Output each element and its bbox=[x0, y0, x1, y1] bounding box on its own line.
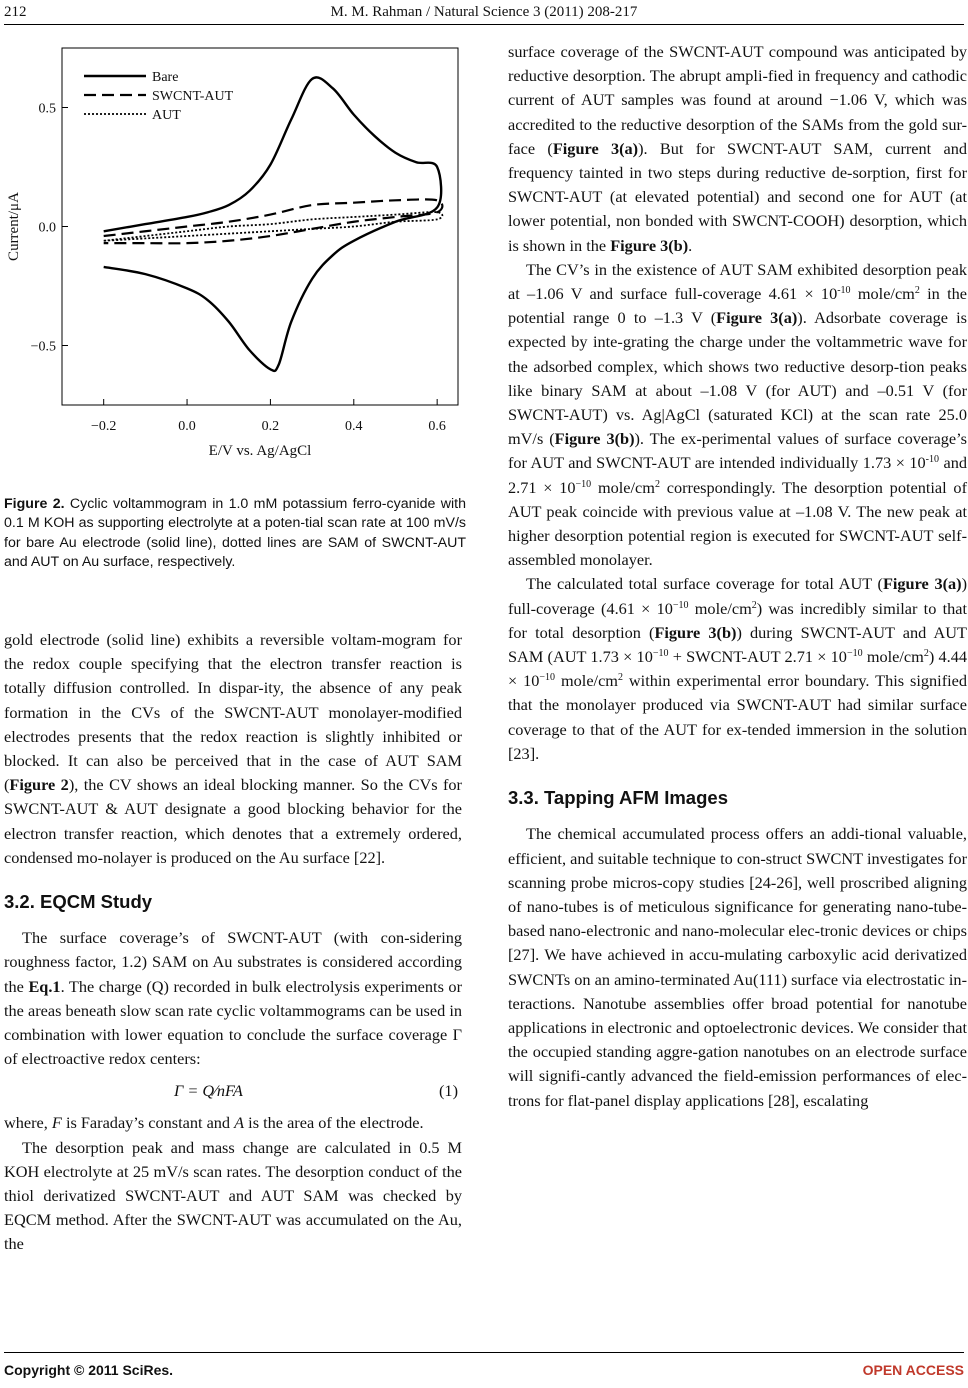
caption-label: Figure 2. bbox=[4, 496, 65, 512]
superscript: −10 bbox=[846, 648, 863, 660]
text-run: ) was incredibly similar to that for total desorption ( bbox=[508, 598, 967, 642]
paragraph bbox=[508, 258, 967, 573]
text-run: mole/cm bbox=[688, 598, 752, 618]
paragraph bbox=[4, 628, 462, 870]
header-rule bbox=[4, 24, 964, 25]
superscript: 2 bbox=[923, 648, 929, 660]
text-run: correspondingly. The desorption potential of AUT peak coincide with previous value at –1.08 V. The new peak at higher desorption potential region is executed for SWCNT-AUT self-assembled monolayer. bbox=[508, 477, 967, 570]
symbol: F bbox=[51, 1113, 62, 1133]
legend-label: AUT bbox=[152, 108, 181, 123]
x-tick-label: 0.2 bbox=[261, 419, 280, 434]
page-footer bbox=[4, 1362, 964, 1386]
text-run: ). The ex-perimental values of surface coverage’s for AUT and SWCNT-AUT are intended individually 1.73 × 10 bbox=[508, 429, 967, 473]
text-run: is Faraday’s constant and bbox=[61, 1113, 235, 1133]
superscript: 2 bbox=[654, 478, 660, 490]
y-tick-label: −0.5 bbox=[30, 339, 56, 355]
open-access-badge: OPEN ACCESS bbox=[862, 1362, 964, 1378]
figure-ref: Figure 3(b) bbox=[610, 235, 689, 255]
superscript: -10 bbox=[837, 285, 851, 297]
text-run: The CV’s in the existence of AUT SAM exhibited desorption peak at –1.06 V and surface full-coverage 4.61 × 10 bbox=[508, 259, 967, 304]
text-run: mole/cm bbox=[555, 671, 618, 691]
figure-2 bbox=[0, 30, 470, 490]
x-tick-label: 0.0 bbox=[178, 419, 196, 434]
paragraph: The desorption peak and mass change are calculated in 0.5 M KOH electrolyte at 25 mV/s scan rates. The desorption conduct of the thiol derivatized SWCNT-AUT and AUT SAM was checked by EQCM method. After the SWCNT-AUT was accumulated on the Au, the bbox=[4, 1137, 462, 1254]
superscript: 2 bbox=[617, 672, 623, 684]
superscript: 2 bbox=[914, 285, 920, 297]
superscript: −10 bbox=[652, 648, 669, 660]
equation-ref: Eq.1 bbox=[28, 976, 61, 996]
figure-ref: Figure 2 bbox=[9, 775, 69, 795]
text-run: . The charge (Q) recorded in bulk electrolysis experiments or the areas beneath slow scan rate cyclic voltammograms can be used in combination with lower equation to conclude the surface coverage Γ of electroactive redox centers: bbox=[4, 976, 462, 1069]
page-header bbox=[4, 4, 964, 26]
text-run: within experimental error boundary. This signified that the monolayer produced via SWCNT-AUT had similar surface coverage to that of the AUT for ex-tended immersion in the solution [23]. bbox=[508, 671, 968, 763]
superscript: −10 bbox=[672, 599, 689, 611]
text-run: . bbox=[688, 235, 693, 255]
cv-chart bbox=[0, 30, 470, 490]
text-run: surface coverage of the SWCNT-AUT compound was anticipated by reductive desorption. The abrupt ampli-fied in frequency and cathodic current of AUT samples was found at around −1.06 V, which was accredited to the reductive desorption of the SAMs from the gold sur-face ( bbox=[508, 42, 967, 158]
text-run: ). But for SWCNT-AUT SAM, current and frequency tainted in two steps during reductive de-sorption, first for SWCNT-AUT (at elevated potential) and second one for AUT (at lower potential, non bonded with SWCNT-COOH) desorption, which is shown in the bbox=[508, 138, 968, 255]
text-run: mole/cm bbox=[850, 284, 915, 304]
text-run: mole/cm bbox=[862, 647, 924, 667]
footer-rule bbox=[4, 1352, 964, 1353]
copyright: Copyright © 2011 SciRes. bbox=[4, 1362, 174, 1378]
section-heading-3-3: 3.3. Tapping AFM Images bbox=[508, 787, 728, 809]
text-run: The surface coverage’s of SWCNT-AUT (with con-sidering roughness factor, 1.2) SAM on Au substrates is considered according the bbox=[4, 928, 462, 996]
text-run: ) full-coverage (4.61 × 10 bbox=[508, 574, 967, 618]
y-tick-label: 0.0 bbox=[38, 220, 56, 236]
figure-ref: Figure 3(a) bbox=[552, 138, 639, 158]
figure-ref: Figure 3(a) bbox=[716, 308, 798, 328]
legend-label: SWCNT-AUT bbox=[152, 89, 234, 104]
text-run: mole/cm bbox=[591, 477, 655, 497]
text-run: The calculated total surface coverage for total AUT ( bbox=[526, 574, 883, 594]
superscript: −10 bbox=[575, 478, 592, 490]
text-run: ), the CV shows an ideal blocking manner. So the CVs for SWCNT-AUT & AUT designate a good blocking behavior for the electron transfer reaction, which denotes that a extremely ordered, condensed mo-nolayer is produced on the Au surface [22]. bbox=[4, 775, 462, 867]
page-number: 212 bbox=[4, 4, 27, 20]
superscript: 2 bbox=[751, 599, 757, 611]
y-axis-label: Current/μA bbox=[6, 192, 22, 261]
text-run: and 2.71 × 10 bbox=[508, 453, 967, 497]
symbol: A bbox=[234, 1113, 245, 1133]
section-heading-3-2: 3.2. EQCM Study bbox=[4, 891, 153, 913]
caption-text: Cyclic voltammogram in 1.0 mM potassium ferro-cyanide with 0.1 M KOH as supporting electrolyte at a poten-tial scan rate at 100 mV/s for bare Au electrode (solid line), dotted lines are SAM of SWCNT-AUT and AUT on Au surface, respectively. bbox=[4, 496, 466, 571]
legend-label: Bare bbox=[152, 70, 179, 85]
text-run: + SWCNT-AUT 2.71 × 10 bbox=[668, 647, 847, 667]
y-tick-label: 0.5 bbox=[38, 101, 56, 117]
figure-ref: Figure 3(b) bbox=[554, 429, 635, 449]
x-tick-label: 0.4 bbox=[345, 419, 363, 434]
text-run: ). Adsorbate coverage is expected by inte-grating the charge under the voltammetric wave for the adsorbed complex, which shows two reductive desorp-tion peaks like binary SAM at about –1.08 V (for AUT) and –0.51 V (for SWCNT-AUT) vs. Ag|AgCl (saturated KCl) at the scan rate 25.0 mV/s ( bbox=[508, 308, 967, 449]
equation-1 bbox=[4, 1075, 462, 1107]
text-run: ) 4.44 × 10 bbox=[508, 647, 967, 691]
paragraph bbox=[4, 1111, 462, 1135]
superscript: -10 bbox=[925, 454, 940, 466]
text-run: ) during SWCNT-AUT and AUT SAM (AUT 1.73 × 10 bbox=[508, 622, 967, 667]
paragraph bbox=[4, 926, 462, 1071]
text-run: in the potential range 0 to –1.3 V ( bbox=[508, 284, 968, 328]
text-run: is the area of the electrode. bbox=[244, 1113, 424, 1133]
x-tick-label: −0.2 bbox=[90, 419, 117, 434]
equation-expression: Γ = Q∕nFA bbox=[174, 1081, 243, 1101]
running-title: M. M. Rahman / Natural Science 3 (2011) 208-217 bbox=[330, 4, 638, 20]
superscript: −10 bbox=[539, 672, 556, 684]
figure-ref: Figure 3(a) bbox=[882, 574, 962, 594]
left-column bbox=[4, 628, 462, 1257]
paragraph bbox=[508, 40, 967, 258]
text-run: gold electrode (solid line) exhibits a reversible voltam-mogram for the redox couple specifying that the electron transfer reaction is totally diffusion controlled. In dispar-ity, the absence of any peak formation in the CVs of the SWCNT-AUT monolayer-modified electrodes presents that the redox reaction is slightly inhibited or blocked. It can also be perceived that in the case of AUT SAM ( bbox=[4, 630, 462, 795]
figure-caption bbox=[4, 495, 466, 573]
figure-ref: Figure 3(b) bbox=[654, 622, 737, 642]
x-axis-label: E/V vs. Ag/AgCl bbox=[208, 443, 312, 459]
equation-number: (1) bbox=[439, 1081, 458, 1101]
paragraph: The chemical accumulated process offers an addi-tional valuable, efficient, and suitable technique to con-struct SWCNT investigates for scanning probe micros-copy studies [24-26], well proscribed aligning of nano-tubes is of meticulous significance for generating nano-tube-based nano-electronic and nano-molecular elec-tronic devices or chips [27]. We have achieved in accu-mulating carboxylic acid derivatized SWCNTs on an amino-terminated Au(111) surface via electrostatic in-teractions. Nanotube assemblies offer broad potential for nanotube applications in electronic and optoelectronic devices. We consider that the occupied standing aggre-gation nanotubes on an electrode surface will signifi-cantly advanced the field-emission performances of elec-trons for flat-panel display applications [28], escalating bbox=[508, 824, 967, 1110]
x-tick-label: 0.6 bbox=[428, 419, 446, 434]
text-run: where, bbox=[4, 1113, 52, 1133]
right-column bbox=[508, 40, 967, 1113]
plot-frame bbox=[62, 48, 458, 405]
paragraph bbox=[508, 572, 967, 766]
